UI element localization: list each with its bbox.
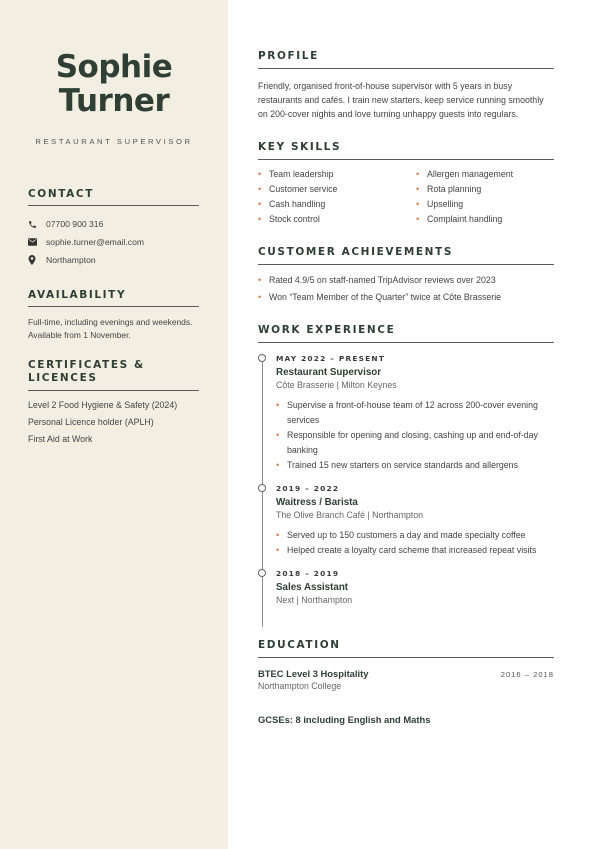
contact-location (28, 251, 200, 269)
job-entry (276, 353, 554, 473)
skills-heading: KEY SKILLS (258, 141, 554, 160)
job-entry (276, 568, 554, 607)
first-name: Sophie (55, 49, 173, 85)
contact-heading: CONTACT (28, 188, 199, 206)
education-entry (258, 710, 554, 728)
job-entry (276, 483, 554, 558)
job-bullet: • Supervise a front-of-house team of 12 across 200-cover evening services (276, 398, 554, 427)
location-pin-icon (28, 255, 46, 265)
job-bullet: • Responsible for opening and closing, cashing up and end-of-day banking (276, 428, 554, 457)
job-date: 2018 – 2019 (276, 568, 340, 578)
phone-icon (28, 220, 46, 229)
phone-number[interactable]: 07700 900 316 (46, 219, 104, 229)
timeline-dot (258, 569, 266, 577)
timeline-dot (258, 354, 266, 362)
availability-text: Full-time, including evenings and weekends. Available from 1 November. (28, 317, 193, 340)
skill-item: • Upselling (416, 198, 554, 213)
education-heading: EDUCATION (258, 639, 554, 658)
availability-heading: AVAILABILITY (28, 289, 199, 307)
contact-email (28, 233, 200, 251)
timeline-line (262, 357, 263, 627)
job-bullet: • Served up to 150 customers a day and made specialty coffee (276, 528, 554, 543)
education-school: Northampton College (258, 680, 342, 691)
certificate-item: Personal Licence holder (APLH) (28, 417, 154, 427)
job-title: Restaurant Supervisor (276, 367, 382, 378)
certificate-item: Level 2 Food Hygiene & Safety (2024) (28, 400, 178, 410)
skills-column-right (416, 168, 554, 228)
work-timeline (258, 353, 554, 607)
skill-item: • Complaint handling (416, 213, 554, 228)
location-text: Northampton (46, 255, 96, 265)
achievements-list (258, 274, 554, 308)
contact-phone (28, 215, 200, 233)
skill-item: • Stock control (258, 213, 416, 228)
job-bullets (276, 528, 554, 558)
certificates-list (28, 399, 200, 450)
job-role: RESTAURANT SUPERVISOR (35, 137, 193, 146)
job-company: The Olive Branch Café | Northampton (276, 509, 424, 520)
skill-item: • Cash handling (258, 198, 416, 213)
envelope-icon (28, 238, 46, 246)
skill-item: • Rota planning (416, 183, 554, 198)
sidebar (0, 0, 228, 849)
achievements-heading: CUSTOMER ACHIEVEMENTS (258, 246, 554, 265)
skills-column-left (258, 168, 416, 228)
certificate-item: First Aid at Work (28, 434, 93, 444)
work-heading: WORK EXPERIENCE (258, 324, 554, 343)
job-date: 2019 – 2022 (276, 483, 340, 493)
education-date: 2016 – 2018 (500, 669, 554, 679)
job-date: MAY 2022 – PRESENT (276, 354, 386, 363)
job-bullets (276, 398, 554, 473)
contact-list (28, 215, 200, 269)
email-address[interactable]: sophie.turner@email.com (46, 237, 145, 247)
profile-text: Friendly, organised front-of-house supervisor with 5 years in busy restaurants and cafés. I train new starters, keep service running smoothly on 200-cover nights and love turning unhappy guests into regulars. (258, 81, 544, 119)
skills-grid (258, 168, 554, 228)
achievement-item: • Rated 4.9/5 on staff-named TripAdvisor reviews over 2023 (258, 274, 554, 291)
skill-item: • Team leadership (258, 168, 416, 183)
job-title: Waitress / Barista (276, 496, 358, 508)
last-name: Turner (58, 83, 170, 119)
job-bullet: • Helped create a loyalty card scheme that increased repeat visits (276, 543, 554, 558)
education-entry (258, 668, 554, 693)
education-title: BTEC Level 3 Hospitality (258, 667, 369, 679)
job-company: Côte Brasserie | Milton Keynes (276, 380, 397, 390)
candidate-name (28, 50, 200, 118)
main-content (258, 0, 554, 728)
job-company: Next | Northampton (276, 594, 353, 605)
certificates-heading: CERTIFICATES & LICENCES (28, 359, 199, 391)
timeline-dot (258, 484, 266, 492)
education-title: GCSEs: 8 including English and Maths (258, 713, 431, 725)
achievement-item: • Won “Team Member of the Quarter” twice at Côte Brasserie (258, 291, 554, 308)
profile-heading: PROFILE (258, 50, 554, 69)
job-title: Sales Assistant (276, 581, 349, 593)
skill-item: • Allergen management (416, 168, 554, 183)
job-bullet: • Trained 15 new starters on service standards and allergens (276, 458, 554, 473)
education-row (258, 668, 554, 680)
skill-item: • Customer service (258, 183, 416, 198)
